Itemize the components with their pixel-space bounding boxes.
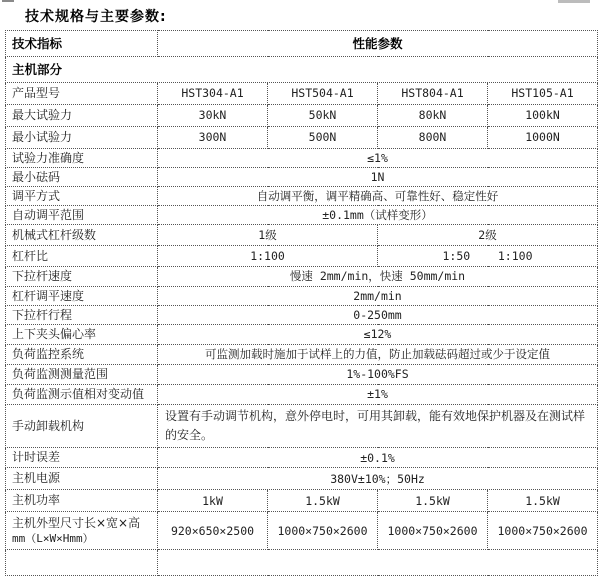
spec-label-cell: 主机功率 [6, 490, 158, 512]
spec-label-line2: mm（L×W×Hmm） [12, 531, 94, 545]
spec-value-cell: 1000×750×2600 [378, 512, 488, 550]
table-row [6, 365, 598, 385]
spec-value-cell: 可监测加载时施加于试样上的力值，防止加载砝码超过或少于设定值 [158, 345, 598, 365]
spec-label-cell: 手动卸载机构 [6, 405, 158, 448]
spec-value-cell: 1:50 1:100 [378, 246, 598, 267]
section-row [6, 57, 598, 83]
table-row [6, 127, 598, 149]
page-title: 技术规格与主要参数: [25, 9, 167, 25]
spec-value-cell: HST105-A1 [488, 83, 598, 105]
spec-value-cell: 1000N [488, 127, 598, 149]
spec-value-cell: 1000×750×2600 [488, 512, 598, 550]
spec-label-cell: 杠杆比 [6, 246, 158, 267]
spec-value-cell: 1kW [158, 490, 268, 512]
section-title-cell: 主机部分 [6, 57, 598, 83]
cropped-edge-artifact-left [2, 0, 14, 2]
spec-label-cell: 试验力准确度 [6, 149, 158, 168]
spec-value-cell: 1N [158, 168, 598, 187]
spec-label-cell: 计时误差 [6, 448, 158, 468]
spec-value-cell: 380V±10%；50Hz [158, 468, 598, 490]
spec-value-cell: 2mm/min [158, 287, 598, 306]
table-row [6, 206, 598, 225]
spec-value-cell: 自动调平衡，调平精确高、可靠性好、稳定性好 [158, 187, 598, 206]
spec-label-cell: 产品型号 [6, 83, 158, 105]
table-row [6, 267, 598, 287]
spec-value-cell: 100kN [488, 105, 598, 127]
spec-label-cell: 上下夹头偏心率 [6, 325, 158, 345]
spec-value-cell: 1:100 [158, 246, 378, 267]
spec-value-cell: 500N [268, 127, 378, 149]
table-row [6, 490, 598, 512]
spec-label-cell: 下拉杆行程 [6, 306, 158, 325]
specs-table-body [6, 31, 598, 576]
spec-value-cell: 30kN [158, 105, 268, 127]
specs-table [5, 30, 598, 576]
spec-label-cell: 最小试验力 [6, 127, 158, 149]
spec-label-cell: 调平方式 [6, 187, 158, 206]
spec-label-cell: 最大试验力 [6, 105, 158, 127]
spec-label-cell: 负荷监测示值相对变动值 [6, 385, 158, 405]
spec-value-cell: ±0.1mm（试样变形） [158, 206, 598, 225]
spec-label-cell: 最小砝码 [6, 168, 158, 187]
cropped-edge-artifact-right [558, 0, 590, 3]
spec-value-cell: 800N [378, 127, 488, 149]
spec-label-cell: 自动调平范围 [6, 206, 158, 225]
spec-label-cell: 机械式杠杆级数 [6, 225, 158, 246]
table-row [6, 385, 598, 405]
spec-label-cell: 负荷监控系统 [6, 345, 158, 365]
table-row [6, 83, 598, 105]
spec-value-cell: 1.5kW [378, 490, 488, 512]
spec-label-cell: 杠杆调平速度 [6, 287, 158, 306]
spec-value-cell: HST304-A1 [158, 83, 268, 105]
spec-value-cell: 1.5kW [268, 490, 378, 512]
spec-value-cell: 1%-100%FS [158, 365, 598, 385]
spec-value-cell: ≤1% [158, 149, 598, 168]
spec-value-cell: HST804-A1 [378, 83, 488, 105]
table-row [6, 306, 598, 325]
spec-value-cell: 慢速 2mm/min，快速 50mm/min [158, 267, 598, 287]
spec-value-cell: 80kN [378, 105, 488, 127]
table-row [6, 448, 598, 468]
table-row [6, 225, 598, 246]
table-row [6, 105, 598, 127]
header-indicator-cell: 技术指标 [6, 31, 158, 57]
spec-value-cell: ±1% [158, 385, 598, 405]
spec-label-line1: 主机外型尺寸长×宽×高 [12, 515, 141, 530]
table-row [6, 405, 598, 448]
spec-value-cell: 920×650×2500 [158, 512, 268, 550]
spec-value-cell: 2级 [378, 225, 598, 246]
table-row [6, 345, 598, 365]
spec-value-cell: HST504-A1 [268, 83, 378, 105]
spec-value-cell: ≤12% [158, 325, 598, 345]
table-row [6, 512, 598, 550]
spec-value-cell: 1级 [158, 225, 378, 246]
spec-label-cell: 主机电源 [6, 468, 158, 490]
spec-label-cell [6, 512, 158, 550]
table-row [6, 149, 598, 168]
table-row [6, 246, 598, 267]
table-row [6, 168, 598, 187]
spec-value-cell: 1000×750×2600 [268, 512, 378, 550]
spec-value-cell: ±0.1% [158, 448, 598, 468]
spec-value-cell: 50kN [268, 105, 378, 127]
table-row [6, 468, 598, 490]
spec-label-cell: 下拉杆速度 [6, 267, 158, 287]
spec-value-cell: 0-250mm [158, 306, 598, 325]
table-header-row [6, 31, 598, 57]
spec-label-cell: 负荷监测测量范围 [6, 365, 158, 385]
spec-value-cell: 300N [158, 127, 268, 149]
spec-value-cell: 1.5kW [488, 490, 598, 512]
table-row [6, 187, 598, 206]
header-performance-cell: 性能参数 [158, 31, 598, 57]
table-row [6, 287, 598, 306]
spec-value-cell: 设置有手动调节机构，意外停电时，可用其卸载，能有效地保护机器及在测试样的安全。 [158, 405, 598, 448]
table-row [6, 325, 598, 345]
